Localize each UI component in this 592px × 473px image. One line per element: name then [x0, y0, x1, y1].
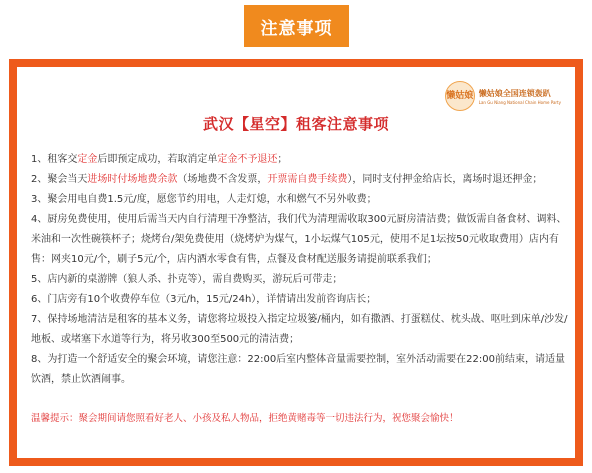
rule-text: ；: [277, 154, 288, 165]
rule-item: [31, 190, 569, 210]
logo-slogan: Lan Gu Niang National Chain Home Party: [478, 99, 561, 105]
warm-tip: 温馨提示：聚会期间请您照看好老人、小孩及私人物品，拒绝黄赌毒等一切违法行为，祝您聚会愉快！: [31, 413, 459, 424]
rule-item: [31, 170, 569, 190]
rule-highlight: 开票需自费手续费: [267, 174, 348, 185]
rule-item: [31, 270, 569, 290]
rule-highlight: 进场时付场地费余款: [87, 174, 178, 185]
rule-text: 1、租客交: [31, 154, 78, 165]
rule-text: 3、聚会用电自费1.5元/度，愿您节约用电，人走灯熄，水和燃气不另外收费；: [31, 194, 377, 205]
rule-text: （场地费不含发票，: [177, 174, 268, 185]
logo-mark: 懒姑娘: [445, 81, 475, 111]
rule-text: 5、店内新的桌游牌（狼人杀、扑克等），需自费购买，游玩后可带走；: [31, 274, 343, 285]
rule-highlight: 定金: [77, 154, 98, 165]
rule-item: [31, 290, 569, 310]
rule-text: 4、厨房免费使用，使用后需当天内自行清理干净整洁，我们代为清理需收取300元厨房清洁费；做饭需自备食材、调料、米油和一次性碗筷杯子；烧烤台/架免费使用（烧烤炉为煤气，1小坛煤气105元，使用不足1坛按50元收取费用）店内有售：网夹10元/个，刷子5元/个，店内酒水零食有售，点餐及食材配送服务请提前联系我们；: [31, 214, 567, 265]
rule-item: [31, 310, 569, 350]
rule-text: 2、聚会当天: [31, 174, 88, 185]
rule-text: 6、门店旁有10个收费停车位（3元/h，15元/24h），详情请出发前咨询店长；: [31, 294, 377, 305]
notice-card: [9, 59, 583, 466]
rule-item: [31, 150, 569, 170]
logo-text: [479, 88, 561, 105]
rule-text: 后即预定成功，若取消定单: [97, 154, 218, 165]
rule-item: [31, 350, 569, 390]
logo-name: 懒姑娘全国连锁轰趴: [478, 88, 551, 98]
notice-title: 武汉【星空】租客注意事项: [202, 115, 389, 133]
brand-logo: [445, 81, 561, 111]
rule-highlight: 定金不予退还: [217, 154, 278, 165]
rules-list: [31, 150, 569, 390]
page-header-title: 注意事项: [244, 5, 349, 47]
rule-text: 7、保持场地清洁是租客的基本义务，请您将垃圾投入指定垃圾篓/桶内，如有撒酒、打蛋糕仗、枕头战、呕吐到床单/沙发/地板、或堵塞下水道等行为，将另收300至500元的清洁费；: [31, 314, 568, 345]
rule-text: 8、为打造一个舒适安全的聚会环境，请您注意：22:00后室内整体音量需要控制，室外活动需要在22:00前结束，请适量饮酒，禁止饮酒闹事。: [31, 354, 565, 385]
rule-item: [31, 210, 569, 270]
rule-text: ），同时支付押金给店长，离场时退还押金；: [347, 174, 543, 185]
